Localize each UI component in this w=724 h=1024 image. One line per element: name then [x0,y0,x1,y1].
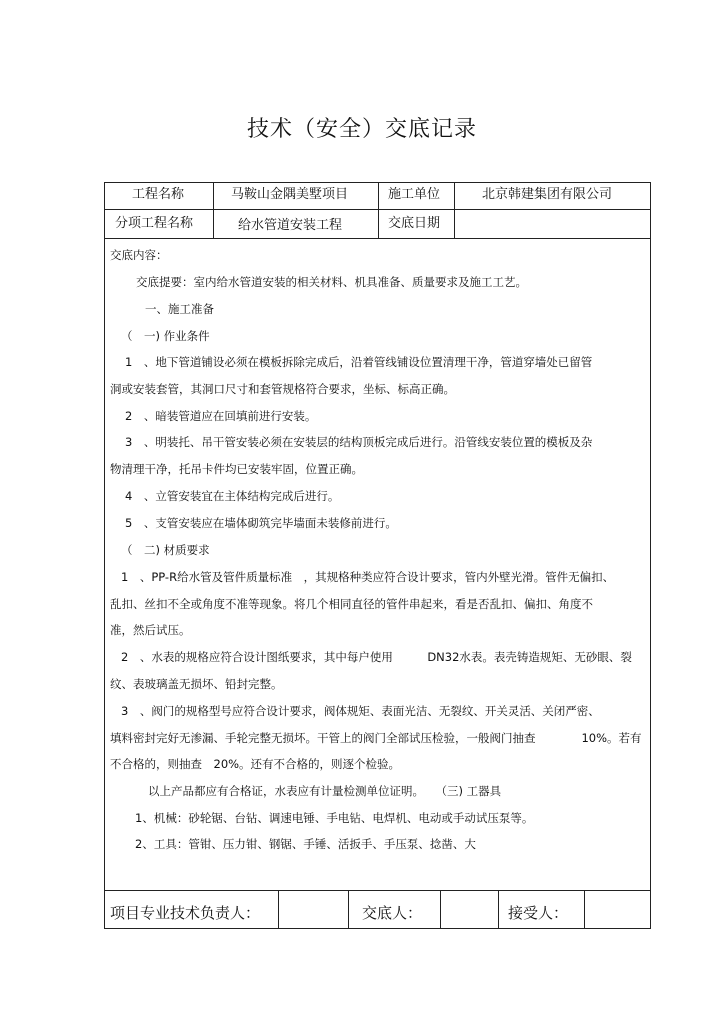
project-name-label: 工程名称 [132,187,185,202]
content-line: 不合格的，则抽查 20%。还有不合格的，则逐个检验。 [110,757,401,771]
content-line: 填料密封完好无渗漏、手轮完整无损坏。干管上的阀门全部试压检验，一般阀门抽查 10%。若有 [110,731,642,745]
row-divider [104,890,651,891]
content-line: 交底提要：室内给水管道安装的相关材料、机具准备、质量要求及施工工艺。 [136,275,527,289]
content-line: 2 、水表的规格应符合设计图纸要求，其中每户使用 DN32水表。表壳铸造规矩、无砂眼、裂 [121,650,632,664]
content-line: 5 、支管安装应在墙体砌筑完毕墙面未装修前进行。 [125,516,397,530]
row-divider [104,238,651,239]
content-line: 1 、地下管道铺设必须在模板拆除完成后，沿着管线铺设位置清理干净，管道穿墙处已留管 [125,355,593,369]
content-line: 1、机械：砂轮锯、台钻、调速电锤、手电钻、电焊机、电动或手动试压泵等。 [135,811,534,825]
date-label: 交底日期 [388,216,441,231]
contractor-label: 施工单位 [388,187,441,202]
content-line: 3 、明装托、吊干管安装必须在安装层的结构顶板完成后进行。沿管线安装位置的模板及杂 [125,435,593,449]
content-line: 纹、表玻璃盖无损坏、铅封完整。 [110,677,283,691]
content-line: 2 、暗装管道应在回填前进行安装。 [125,409,317,423]
column-divider [454,182,455,238]
sub-project-value: 给水管道安装工程 [238,218,343,233]
sub-project-label: 分项工程名称 [115,216,194,231]
receiver-label: 接受人： [508,904,569,922]
column-divider [584,890,585,929]
tech-lead-label: 项目专业技术负责人： [110,904,261,922]
content-line: 以上产品都应有合格证，水表应有计量检测单位证明。 （三) 工器具 [148,784,502,798]
content-line: （ 一) 作业条件 [121,329,210,343]
content-heading: 交底内容： [110,248,168,262]
page-title: 技术（安全）交底记录 [246,117,477,142]
column-divider [278,890,279,929]
content-line: 4 、立管安装宜在主体结构完成后进行。 [125,489,340,503]
column-divider [498,890,499,929]
content-line: （ 二) 材质要求 [121,543,210,557]
content-line: 2、工具：管钳、压力钳、钢锯、手锤、活扳手、手压泵、捻凿、大 [135,837,476,851]
contractor-value: 北京韩建集团有限公司 [482,187,613,202]
content-line: 3 、阀门的规格型号应符合设计要求，阀体规矩、表面光洁、无裂纹、开关灵活、关闭严密、 [121,704,600,718]
content-line: 1 、PP-R给水管及管件质量标准 ，其规格种类应符合设计要求，管内外壁光滑。管件无偏扣、 [121,570,615,584]
content-line: 物清理干净，托吊卡件均已安装牢固，位置正确。 [110,462,363,476]
column-divider [440,890,441,929]
column-divider [378,182,379,238]
discloser-label: 交底人： [362,904,423,922]
column-divider [348,890,349,929]
content-line: 乱扣、丝扣不全或角度不准等现象。将几个相同直径的管件串起来，看是否乱扣、偏扣、角度不 [110,597,593,611]
project-name-value: 马鞍山金隅美墅项目 [231,187,349,202]
content-line: 准，然后试压。 [110,623,191,637]
column-divider [213,182,214,238]
content-line: 洞或安装套管，其洞口尺寸和套管规格符合要求，坐标、标高正确。 [110,382,455,396]
content-line: 一、施工准备 [145,302,214,316]
